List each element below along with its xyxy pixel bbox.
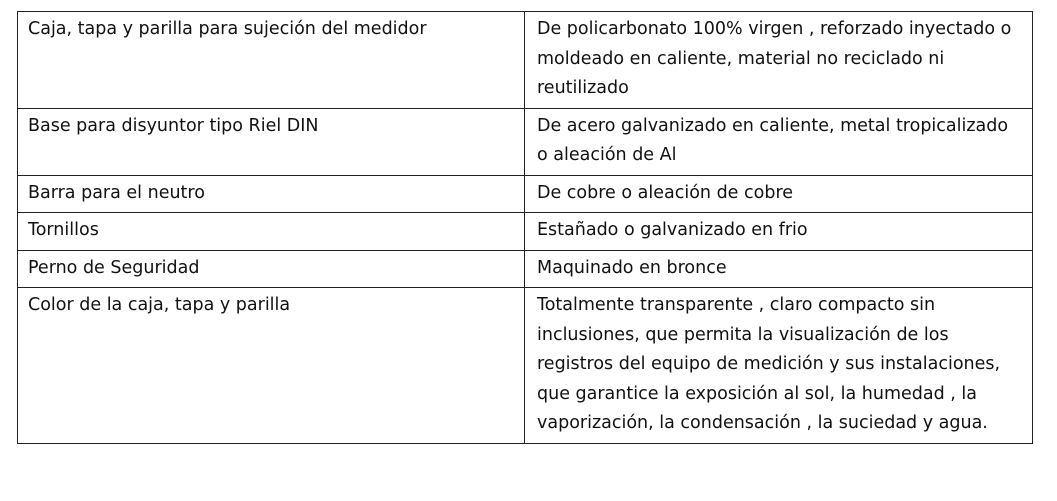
component-cell: Tornillos (18, 213, 525, 251)
specification-cell: Totalmente transparente , claro compacto sin inclusiones, que permita la visualización de los registros del equipo de medición y sus instalaciones, que garantice la exposición al sol, la humedad , la vaporización, la condensación , la suciedad y agua. (525, 288, 1033, 444)
component-cell: Perno de Seguridad (18, 250, 525, 288)
specification-cell: De policarbonato 100% virgen , reforzado inyectado o moldeado en caliente, material no reciclado ni reutilizado (525, 12, 1033, 109)
table-row (18, 12, 1033, 109)
table-row (18, 175, 1033, 213)
specification-cell: De cobre o aleación de cobre (525, 175, 1033, 213)
table-row (18, 108, 1033, 175)
table-row (18, 250, 1033, 288)
specification-table (17, 11, 1033, 444)
component-cell: Base para disyuntor tipo Riel DIN (18, 108, 525, 175)
component-cell: Barra para el neutro (18, 175, 525, 213)
specification-cell: Estañado o galvanizado en frio (525, 213, 1033, 251)
table-row (18, 213, 1033, 251)
table-row (18, 288, 1033, 444)
specification-cell: De acero galvanizado en caliente, metal tropicalizado o aleación de Al (525, 108, 1033, 175)
component-cell: Color de la caja, tapa y parilla (18, 288, 525, 444)
component-cell: Caja, tapa y parilla para sujeción del medidor (18, 12, 525, 109)
specification-cell: Maquinado en bronce (525, 250, 1033, 288)
